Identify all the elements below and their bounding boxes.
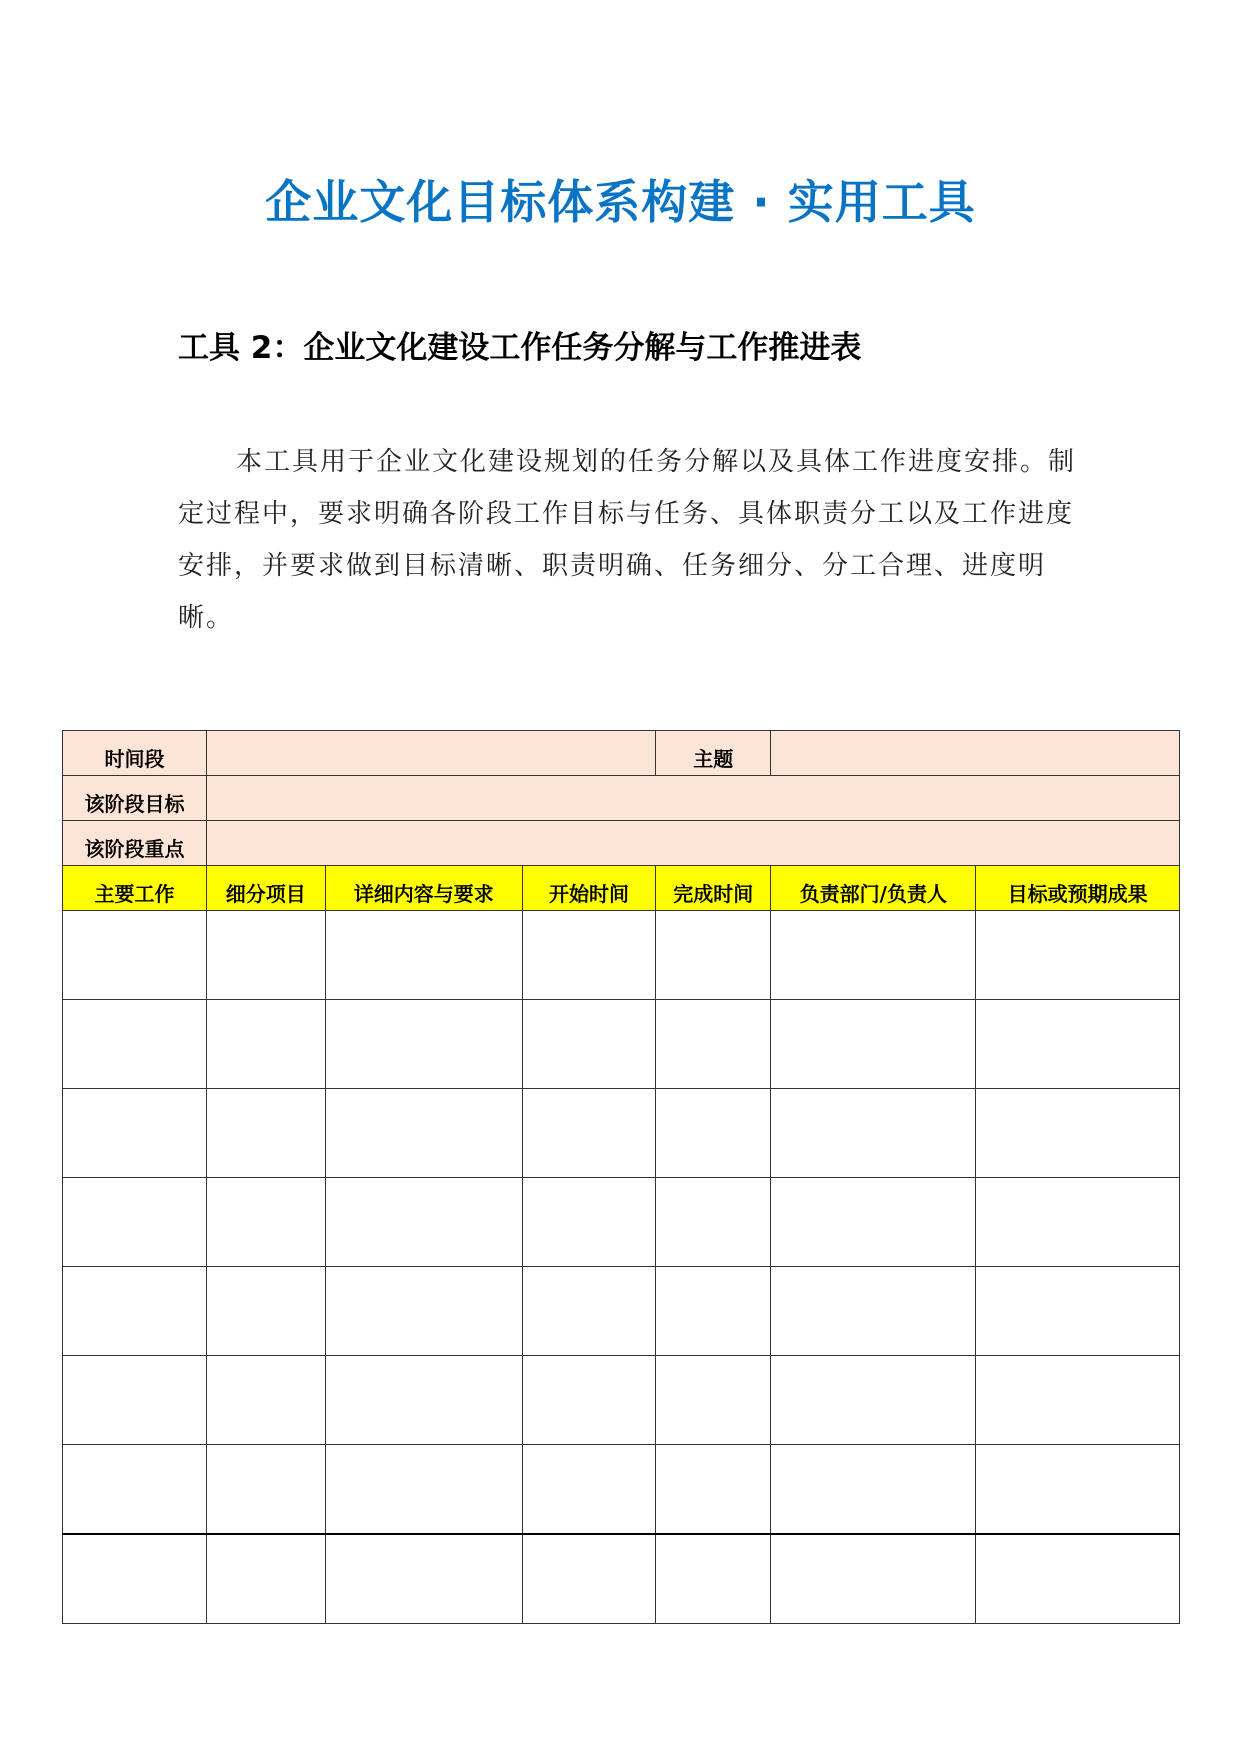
table-cell[interactable] xyxy=(771,1534,976,1624)
table-cell[interactable] xyxy=(206,911,325,1000)
table-row xyxy=(63,1534,1180,1624)
topic-label: 主题 xyxy=(655,731,771,776)
table-cell[interactable] xyxy=(771,1000,976,1089)
column-header: 负责部门/负责人 xyxy=(771,866,976,911)
period-field[interactable] xyxy=(206,731,655,776)
table-cell[interactable] xyxy=(771,1267,976,1356)
table-cell[interactable] xyxy=(771,1178,976,1267)
period-label: 时间段 xyxy=(63,731,207,776)
table-cell[interactable] xyxy=(63,1178,207,1267)
table-cell[interactable] xyxy=(325,1178,523,1267)
stage-goal-row xyxy=(63,776,1180,821)
table-cell[interactable] xyxy=(523,1000,656,1089)
table-cell[interactable] xyxy=(771,1089,976,1178)
table-cell[interactable] xyxy=(655,1445,771,1535)
task-breakdown-table xyxy=(62,730,1180,1624)
stage-focus-label: 该阶段重点 xyxy=(63,821,207,866)
table-cell[interactable] xyxy=(523,1178,656,1267)
table-cell[interactable] xyxy=(63,1534,207,1624)
table-cell[interactable] xyxy=(325,1445,523,1535)
table-cell[interactable] xyxy=(63,911,207,1000)
table-cell[interactable] xyxy=(325,1267,523,1356)
table-cell[interactable] xyxy=(206,1178,325,1267)
table-cell[interactable] xyxy=(206,1445,325,1535)
stage-focus-row xyxy=(63,821,1180,866)
table-cell[interactable] xyxy=(976,1000,1180,1089)
table-cell[interactable] xyxy=(655,1534,771,1624)
tool-title: 工具 2：企业文化建设工作任务分解与工作推进表 xyxy=(178,330,862,366)
table-row xyxy=(63,1445,1180,1535)
column-header: 详细内容与要求 xyxy=(325,866,523,911)
table-row xyxy=(63,1000,1180,1089)
column-header: 目标或预期成果 xyxy=(976,866,1180,911)
column-header: 主要工作 xyxy=(63,866,207,911)
period-row xyxy=(63,731,1180,776)
table-cell[interactable] xyxy=(523,1356,656,1445)
table-cell[interactable] xyxy=(325,1089,523,1178)
table-cell[interactable] xyxy=(976,1356,1180,1445)
column-header: 细分项目 xyxy=(206,866,325,911)
column-header-row xyxy=(63,866,1180,911)
table-cell[interactable] xyxy=(206,1534,325,1624)
table-cell[interactable] xyxy=(655,1089,771,1178)
table-cell[interactable] xyxy=(206,1356,325,1445)
table-cell[interactable] xyxy=(206,1089,325,1178)
table-cell[interactable] xyxy=(63,1000,207,1089)
table-row xyxy=(63,911,1180,1000)
stage-goal-field[interactable] xyxy=(206,776,1179,821)
column-header: 开始时间 xyxy=(523,866,656,911)
table-cell[interactable] xyxy=(206,1000,325,1089)
intro-text: 本工具用于企业文化建设规划的任务分解以及具体工作进度安排。制定过程中，要求明确各阶段工作目标与任务、具体职责分工以及工作进度安排，并要求做到目标清晰、职责明确、任务细分、分工合理、进度明晰。 xyxy=(178,447,1077,633)
intro-paragraph xyxy=(178,436,1078,644)
table-cell[interactable] xyxy=(523,1534,656,1624)
table-cell[interactable] xyxy=(655,911,771,1000)
table-cell[interactable] xyxy=(523,1445,656,1535)
table-cell[interactable] xyxy=(976,1089,1180,1178)
table-row xyxy=(63,1178,1180,1267)
table-cell[interactable] xyxy=(325,1000,523,1089)
table-cell[interactable] xyxy=(771,1445,976,1535)
table-row xyxy=(63,1356,1180,1445)
topic-field[interactable] xyxy=(771,731,1180,776)
table-cell[interactable] xyxy=(976,1267,1180,1356)
table-row xyxy=(63,1089,1180,1178)
table-row xyxy=(63,1267,1180,1356)
table-cell[interactable] xyxy=(523,911,656,1000)
table-cell[interactable] xyxy=(63,1445,207,1535)
table-cell[interactable] xyxy=(976,1534,1180,1624)
table-cell[interactable] xyxy=(655,1178,771,1267)
table-cell[interactable] xyxy=(63,1267,207,1356)
column-header: 完成时间 xyxy=(655,866,771,911)
table-cell[interactable] xyxy=(976,1445,1180,1535)
table-cell[interactable] xyxy=(655,1267,771,1356)
table-cell[interactable] xyxy=(523,1267,656,1356)
table-cell[interactable] xyxy=(325,1356,523,1445)
stage-focus-field[interactable] xyxy=(206,821,1179,866)
table-cell[interactable] xyxy=(976,911,1180,1000)
table-cell[interactable] xyxy=(325,1534,523,1624)
table-cell[interactable] xyxy=(63,1089,207,1178)
table-cell[interactable] xyxy=(206,1267,325,1356)
table-cell[interactable] xyxy=(655,1356,771,1445)
table-cell[interactable] xyxy=(523,1089,656,1178)
stage-goal-label: 该阶段目标 xyxy=(63,776,207,821)
table-cell[interactable] xyxy=(771,1356,976,1445)
table-cell[interactable] xyxy=(771,911,976,1000)
table-cell[interactable] xyxy=(976,1178,1180,1267)
table-cell[interactable] xyxy=(325,911,523,1000)
document-title: 企业文化目标体系构建 · 实用工具 xyxy=(265,175,976,229)
table-cell[interactable] xyxy=(63,1356,207,1445)
table-cell[interactable] xyxy=(655,1000,771,1089)
